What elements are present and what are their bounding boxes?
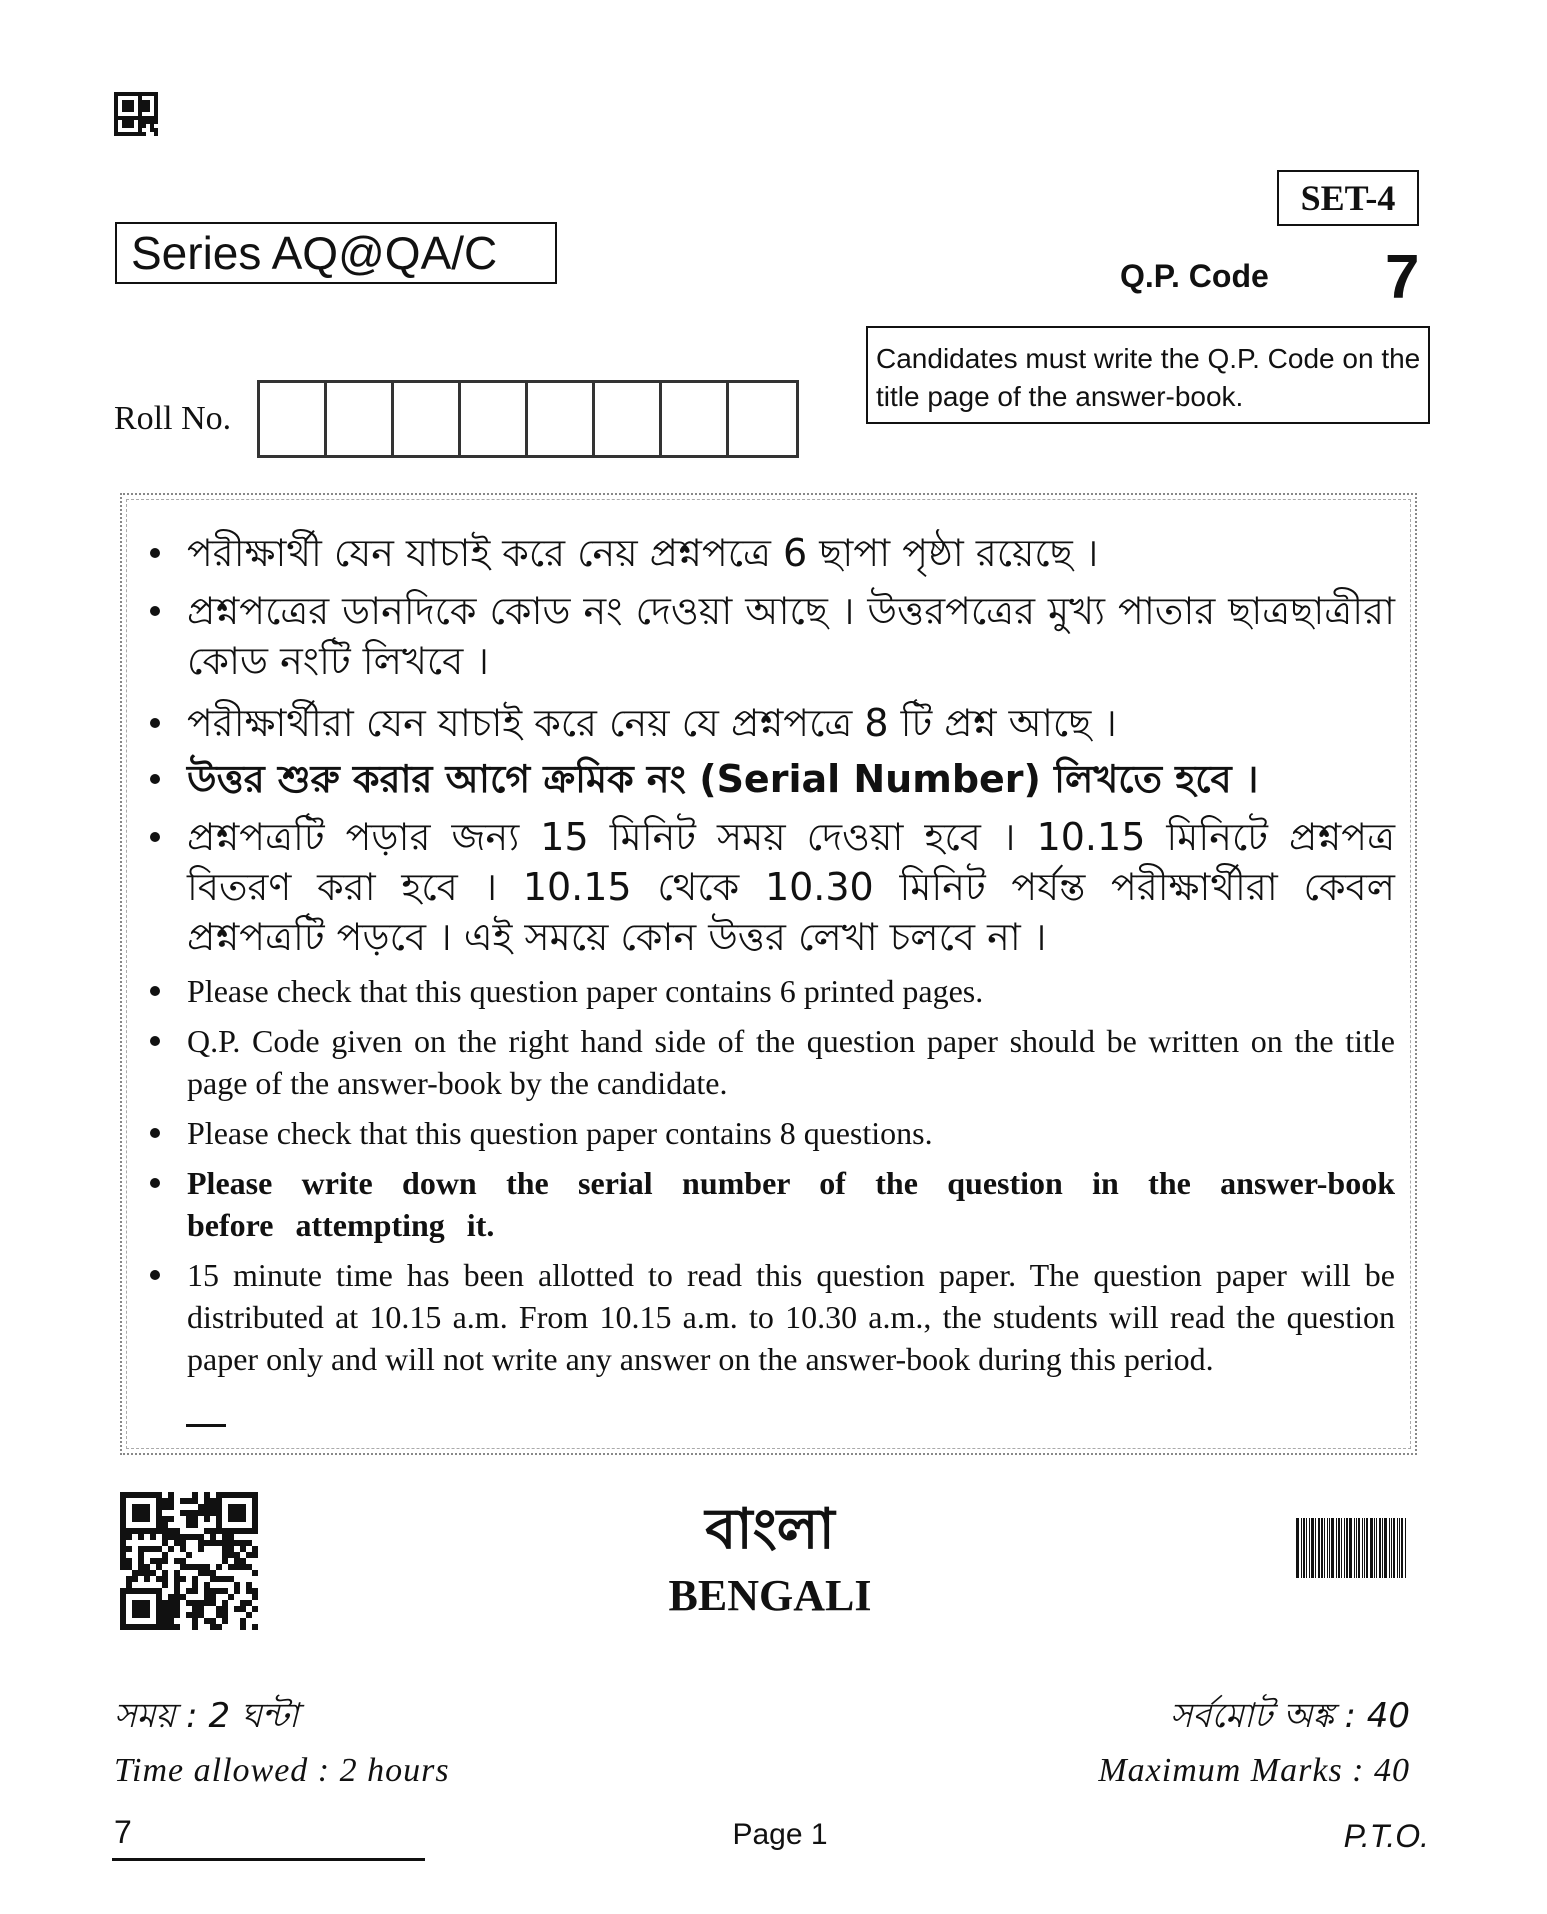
qr-module bbox=[252, 1624, 258, 1630]
barcode-bar bbox=[1370, 1518, 1373, 1578]
qp-code-label: Q.P. Code bbox=[1120, 258, 1269, 294]
roll-number-cell[interactable] bbox=[260, 383, 327, 455]
barcode-bar bbox=[1336, 1518, 1337, 1578]
bullet-icon bbox=[150, 774, 160, 784]
bullet-icon bbox=[150, 986, 160, 996]
time-allowed: Time allowed : 2 hours bbox=[114, 1752, 450, 1789]
barcode-bar bbox=[1354, 1518, 1355, 1578]
instruction-text: Q.P. Code given on the right hand side of the question paper should be written on the title page of the answer-book by the candidate. bbox=[187, 1023, 1395, 1101]
instruction-text bbox=[187, 970, 1395, 1012]
instruction-en-4 bbox=[150, 1162, 1395, 1246]
qp-code-value: 7 bbox=[1385, 243, 1420, 312]
barcode-bar bbox=[1391, 1518, 1392, 1578]
instruction-text: 15 minute time has been allotted to read this question paper. The question paper will be distributed at 10.15 a.m. From 10.15 a.m. to 10.30 a.m., the students will read the question paper only and will not write any answer on the answer-book during this period. bbox=[187, 1257, 1395, 1377]
instruction-bn-5 bbox=[150, 812, 1395, 962]
qp-code-notice: Candidates must write the Q.P. Code on the title page of the answer-book. bbox=[866, 326, 1430, 424]
roll-number-cell[interactable] bbox=[595, 383, 662, 455]
instruction-text: পরীক্ষার্থী যেন যাচাই করে নেয় প্রশ্নপত্রে 6 ছাপা পৃষ্ঠা রয়েছে । bbox=[187, 531, 1099, 575]
bullet-icon bbox=[150, 1128, 160, 1138]
instruction-text: প্রশ্নপত্রটি পড়ার জন্য 15 মিনিট সময় দেওয়া হবে । 10.15 মিনিটে প্রশ্নপত্র বিতরণ করা হবে । 10.15 থেকে 10.30 মিনিট পর্যন্ত পরীক্ষার্থীরা কেবল প্রশ্নপত্রটি পড়বে । এই সময়ে কোন উত্তর লেখা চলবে না । bbox=[187, 815, 1395, 959]
barcode-bar bbox=[1338, 1518, 1340, 1578]
instruction-bn-4 bbox=[150, 754, 1395, 804]
bullet-icon bbox=[150, 1036, 160, 1046]
barcode-bar bbox=[1362, 1518, 1363, 1578]
barcode-bar bbox=[1405, 1518, 1406, 1578]
barcode-bar bbox=[1376, 1518, 1377, 1578]
barcode-bar bbox=[1311, 1518, 1314, 1578]
dash-mark bbox=[186, 1424, 226, 1427]
instruction-text: পরীক্ষার্থীরা যেন যাচাই করে নেয় যে প্রশ্নপত্রে 8 টি প্রশ্ন আছে । bbox=[187, 701, 1117, 745]
roll-number-cell[interactable] bbox=[528, 383, 595, 455]
instruction-text: প্রশ্নপত্রের ডানদিকে কোড নং দেওয়া আছে । উত্তরপত্রের মুখ্য পাতার ছাত্রছাত্রীরা কোড নংটি লিখবে । bbox=[187, 589, 1395, 683]
instruction-en-1 bbox=[150, 970, 1395, 1012]
series-text: Series AQ@QA/C bbox=[131, 227, 498, 279]
subject-title-english: BENGALI bbox=[668, 1571, 872, 1620]
roll-number-boxes[interactable] bbox=[257, 380, 799, 458]
barcode-bar bbox=[1401, 1518, 1403, 1578]
instruction-en-2 bbox=[150, 1020, 1395, 1104]
qr-module bbox=[154, 132, 158, 136]
barcode-bar bbox=[1349, 1518, 1352, 1578]
instruction-text: Please check that this question paper contains 8 questions. bbox=[187, 1115, 933, 1151]
bullet-icon bbox=[150, 1178, 160, 1188]
barcode-bar bbox=[1301, 1518, 1302, 1578]
barcode-bar bbox=[1324, 1518, 1325, 1578]
instruction-bn-1 bbox=[150, 528, 1395, 578]
roll-number-cell[interactable] bbox=[394, 383, 461, 455]
instruction-bn-3 bbox=[150, 698, 1395, 748]
qr-code-large-icon bbox=[120, 1492, 258, 1630]
bullet-icon bbox=[150, 1270, 160, 1280]
barcode-bar bbox=[1309, 1518, 1310, 1578]
barcode-bar bbox=[1382, 1518, 1383, 1578]
barcode-bar bbox=[1389, 1518, 1390, 1578]
roll-number-cell[interactable] bbox=[729, 383, 796, 455]
barcode-bar bbox=[1344, 1518, 1345, 1578]
max-marks: Maximum Marks : 40 bbox=[1098, 1752, 1410, 1789]
barcode-bar bbox=[1358, 1518, 1360, 1578]
roll-number-label: Roll No. bbox=[114, 400, 232, 437]
barcode-bar bbox=[1356, 1518, 1357, 1578]
barcode-bar bbox=[1399, 1518, 1400, 1578]
barcode-bar bbox=[1318, 1518, 1320, 1578]
instruction-text: Please check that this question paper contains 6 printed pages. bbox=[187, 973, 984, 1009]
roll-number-cell[interactable] bbox=[662, 383, 729, 455]
bullet-icon bbox=[150, 606, 160, 616]
barcode-bar bbox=[1321, 1518, 1323, 1578]
max-marks-bengali: সর্বমোট অঙ্ক : 40 bbox=[1169, 1696, 1410, 1736]
roll-number-cell[interactable] bbox=[327, 383, 394, 455]
series-label bbox=[115, 222, 557, 284]
footer-qp-code: 7 bbox=[114, 1814, 132, 1850]
barcode-bar bbox=[1366, 1518, 1368, 1578]
bullet-icon bbox=[150, 832, 160, 842]
barcode-bar bbox=[1303, 1518, 1305, 1578]
barcode-bar bbox=[1379, 1518, 1381, 1578]
barcode-bar bbox=[1346, 1518, 1348, 1578]
barcode-bar bbox=[1306, 1518, 1307, 1578]
barcode-bar bbox=[1364, 1518, 1365, 1578]
barcode-bar bbox=[1327, 1518, 1328, 1578]
bullet-icon bbox=[150, 548, 160, 558]
barcode-bar bbox=[1374, 1518, 1375, 1578]
instruction-text: Please write down the serial number of the question in the answer-book before attempting it. bbox=[187, 1165, 1395, 1243]
barcode-icon bbox=[1296, 1518, 1410, 1578]
set-label: SET-4 bbox=[1277, 170, 1419, 226]
instruction-bn-2 bbox=[150, 586, 1395, 686]
barcode-bar bbox=[1296, 1518, 1299, 1578]
subject-title-bengali: বাংলা bbox=[705, 1497, 835, 1562]
qr-code-small-icon bbox=[114, 92, 158, 136]
bullet-icon bbox=[150, 718, 160, 728]
barcode-bar bbox=[1331, 1518, 1334, 1578]
barcode-bar bbox=[1341, 1518, 1342, 1578]
barcode-bar bbox=[1397, 1518, 1398, 1578]
barcode-bar bbox=[1315, 1518, 1316, 1578]
time-allowed-bengali: সময় : 2 ঘন্টা bbox=[114, 1696, 299, 1736]
roll-number-cell[interactable] bbox=[461, 383, 528, 455]
footer-rule bbox=[112, 1858, 425, 1861]
page-number: Page 1 bbox=[732, 1818, 828, 1851]
barcode-bar bbox=[1329, 1518, 1330, 1578]
instruction-en-5 bbox=[150, 1254, 1395, 1422]
instruction-en-3 bbox=[150, 1112, 1395, 1154]
barcode-bar bbox=[1384, 1518, 1387, 1578]
barcode-bar bbox=[1393, 1518, 1395, 1578]
pto-label: P.T.O. bbox=[1343, 1818, 1429, 1854]
instruction-text: উত্তর শুরু করার আগে ক্রমিক নং (Serial Number) লিখতে হবে । bbox=[187, 757, 1259, 801]
